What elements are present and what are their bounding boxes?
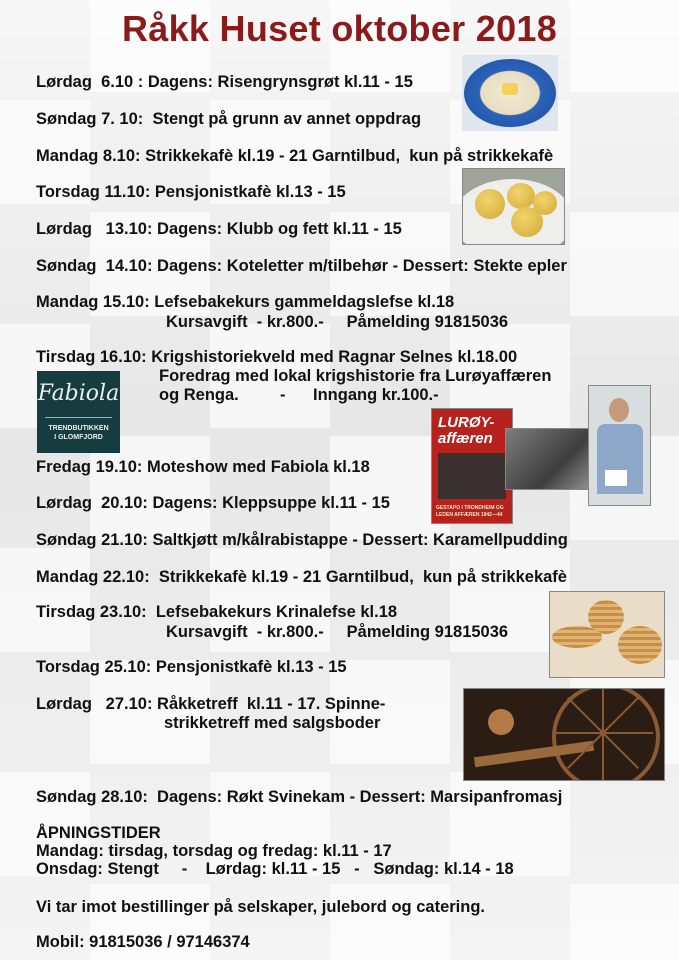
event-line-continued: Kursavgift - kr.800.- Påmelding 91815036 [166,313,509,331]
catering-note: Vi tar imot bestillinger på selskaper, julebord og catering. [36,898,485,916]
event-line: Mandag 15.10: Lefsebakekurs gammeldagslefse kl.18 [36,293,455,311]
event-line: Torsdag 25.10: Pensjonistkafè kl.13 - 15 [36,658,347,676]
wheel-spoke [602,688,604,733]
fabiola-sub2: I GLOMFJORD [54,434,103,441]
logo-divider [45,417,112,418]
event-line: Fredag 19.10: Moteshow med Fabiola kl.18 [36,458,370,476]
wheel-spoke [603,732,653,734]
book-title-line2: affæren [438,430,493,447]
fabiola-sub1: TRENDBUTIKKEN [48,425,109,432]
event-line: Lørdag 20.10: Dagens: Kleppsuppe kl.11 - 15 [36,494,390,512]
luroy-book-cover [431,408,513,524]
rice-porridge-photo [462,55,558,131]
lefse-photo [549,591,665,678]
speaker-photo [588,385,651,506]
fabiola-logo [37,371,120,453]
wheel-spoke [553,732,603,734]
event-line: Tirsdag 23.10: Lefsebakekurs Krinalefse kl.18 [36,603,398,621]
butter-shape [502,83,518,95]
event-line: Søndag 21.10: Saltkjøtt m/kålrabistappe - Dessert: Karamellpudding [36,531,568,549]
event-line: Mandag 22.10: Strikkekafè kl.19 - 21 Garntilbud, kun på strikkekafè [36,568,567,586]
event-line-continued: og Renga. - Inngang kr.100.- [159,386,439,404]
event-line: Lørdag 6.10 : Dagens: Risengrynsgrøt kl.11 - 15 [36,73,413,91]
book-title [438,415,494,447]
dumpling-shape [507,183,535,209]
speaker-paper [605,470,627,486]
event-line: Søndag 7. 10: Stengt på grunn av annet oppdrag [36,110,422,128]
opening-hours-line: Mandag: tirsdag, torsdag og fredag: kl.11 - 17 [36,842,392,860]
event-line: Torsdag 11.10: Pensjonistkafè kl.13 - 15 [36,183,346,201]
opening-hours-line: Onsdag: Stengt - Lørdag: kl.11 - 15 - Søndag: kl.14 - 18 [36,860,514,878]
event-line: Tirsdag 16.10: Krigshistoriekveld med Ragnar Selnes kl.18.00 [36,348,518,366]
event-line: Mandag 8.10: Strikkekafè kl.19 - 21 Garntilbud, kun på strikkekafè [36,147,554,165]
spinning-wheel-photo [463,688,665,781]
event-line: Søndag 14.10: Dagens: Koteletter m/tilbehør - Dessert: Stekte epler [36,257,567,275]
lefse-stack [618,626,662,664]
opening-hours-heading: ÅPNINGSTIDER [36,824,161,842]
wheel-spoke [602,733,604,781]
book-cover-image [438,453,506,499]
historic-soldiers-photo [505,428,597,490]
page-title: Råkk Huset oktober 2018 [121,8,558,49]
book-title-line1: LURØY- [438,414,495,431]
event-line-continued: Foredrag med lokal krigshistorie fra Lurøyaffæren [159,367,552,385]
dumpling-shape [533,191,557,215]
event-line-continued: strikketreff med salgsboder [164,714,381,732]
lefse-stack [552,626,602,648]
event-line: Søndag 28.10: Dagens: Røkt Svinekam - Dessert: Marsipanfromasj [36,788,563,806]
dumplings-photo [462,168,565,245]
event-line-continued: Kursavgift - kr.800.- Påmelding 91815036 [166,623,509,641]
fabiola-subtitle [37,424,120,442]
fabiola-name: Fabiola [37,381,120,406]
speaker-head [609,398,629,422]
dumpling-shape [475,189,505,219]
event-line: Lørdag 27.10: Råkketreff kl.11 - 17. Spinne- [36,695,386,713]
event-line: Lørdag 13.10: Dagens: Klubb og fett kl.11 - 15 [36,220,402,238]
book-footer: GESTAPO I TRONDHEIM OG LEDEN AFFÆREN 1942—44 [436,505,504,518]
contact-phone: Mobil: 91815036 / 97146374 [36,933,250,951]
wheel-bobbin [488,709,514,735]
